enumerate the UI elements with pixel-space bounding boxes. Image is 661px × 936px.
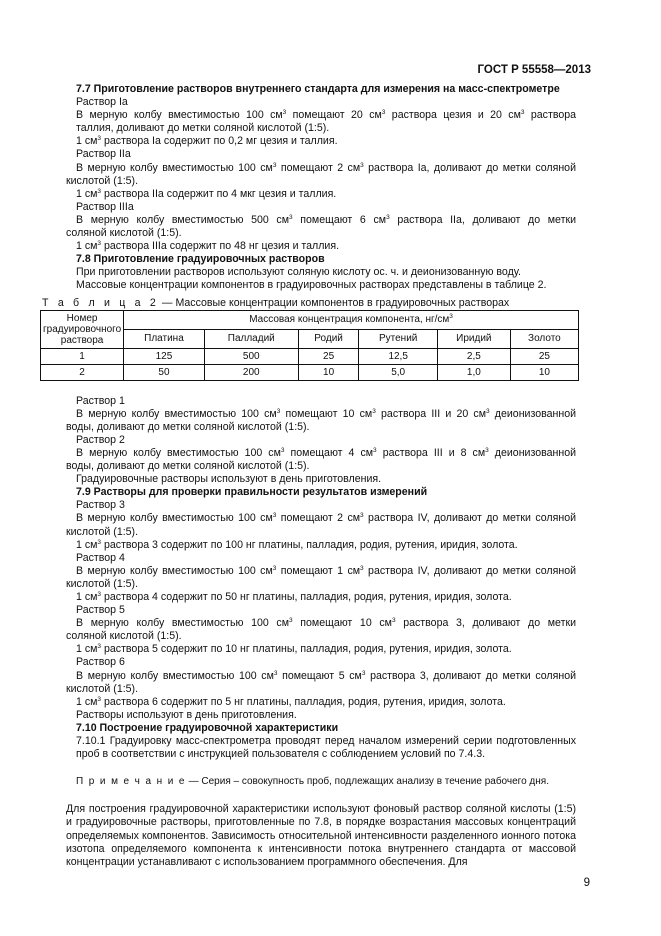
- section-7-10-heading: 7.10 Построение градуировочной характеристики: [76, 721, 339, 734]
- table-2: [40, 310, 579, 381]
- table-header-element: Палладий: [204, 329, 298, 348]
- grad-usage-note: Градуировочные растворы используют в день приготовления.: [76, 473, 382, 486]
- table-cell: 12,5: [359, 348, 437, 364]
- table-cell: 2: [41, 364, 124, 380]
- solution-4-label: Раствор 4: [76, 551, 125, 564]
- solution-1-label: Раствор 1: [76, 394, 125, 407]
- table-cell: 50: [124, 364, 205, 380]
- table-cell: 25: [298, 348, 359, 364]
- solution-5-text-cont: соляной кислотой (1:5).: [66, 630, 182, 643]
- table-cell: 1,0: [437, 364, 510, 380]
- table-cell: 125: [124, 348, 205, 364]
- table-2-caption: Т а б л и ц а 2 — Массовые концентрации компонентов в градуировочных растворах: [42, 296, 510, 309]
- solution-4-content: 1 $см^3$ раствора 4 содержит по 50 нг платины, палладия, родия, рутения, иридия, золота.: [76, 591, 512, 603]
- table-header-element: Золото: [510, 329, 578, 348]
- solution-ia-content: 1 $см^3$ раствора Ia содержит по 0,2 мг цезия и таллия.: [76, 135, 338, 148]
- table-row: [41, 364, 579, 380]
- table-header-element: Платина: [124, 329, 205, 348]
- solution-4-text: В мерную колбу вместимостью 100 $см^3$ помещают 1 $см^3$ раствора IV, доливают до метки соляной: [76, 564, 577, 577]
- solution-1-text: В мерную колбу вместимостью 100 $см^3$ помещают 10 $см^3$ раствора III и 20 $см^3$ деионизованной: [76, 407, 577, 420]
- table-cell: 500: [204, 348, 298, 364]
- table-cell: 10: [298, 364, 359, 380]
- table-cell: 1: [41, 348, 124, 364]
- table-header-element: Иридий: [437, 329, 510, 348]
- solution-iiia-text: В мерную колбу вместимостью 500 $см^3$ помещают 6 $см^3$ раствора IIa, доливают до метки: [76, 213, 576, 226]
- page-number: 9: [583, 877, 590, 889]
- solution-3-label: Раствор 3: [76, 499, 125, 512]
- solution-iia-text-cont: кислотой (1:5).: [66, 174, 139, 187]
- solution-6-label: Раствор 6: [76, 656, 125, 669]
- page-content: [42, 83, 577, 869]
- solution-iiia-label: Раствор IIIa: [76, 200, 134, 213]
- solution-iia-label: Раствор IIa: [76, 148, 131, 161]
- table-cell: 25: [510, 348, 578, 364]
- solution-6-content: 1 $см^3$ раствора 6 содержит по 5 нг платины, палладия, родия, рутения, иридия, золота.: [76, 695, 506, 708]
- solution-iiia-content: 1 $см^3$ раствора IIIa содержит по 48 нг цезия и таллия.: [76, 240, 340, 253]
- solution-3-text-cont: кислотой (1:5).: [66, 525, 139, 538]
- solution-3-content: 1 $см^3$ раствора 3 содержит по 100 нг платины, палладия, родия, рутения, иридия, золота.: [76, 538, 518, 551]
- check-usage-note: Растворы используют в день приготовления.: [76, 708, 297, 721]
- solution-ia-text: В мерную колбу вместимостью 100 $см^3$ помещают 20 $см^3$ раствора цезия и 20 $см^3$ раствора: [76, 109, 577, 122]
- table-header-number: Номер градуировочного раствора: [41, 310, 124, 348]
- solution-5-label: Раствор 5: [76, 604, 125, 617]
- section-7-8-line1: При приготовлении растворов используют соляную кислоту ос. ч. и деионизованную воду.: [76, 266, 521, 279]
- solution-ia-text-cont: таллия, доливают до метки соляной кислотой (1:5).: [76, 122, 330, 135]
- note: П р и м е ч а н и е — Серия – совокупность проб, подлежащих анализу в течение рабочего дня.: [76, 776, 549, 788]
- section-7-8-line2: Массовые концентрации компонентов в градуировочных растворах представлены в таблице 2.: [76, 279, 547, 292]
- section-7-10-para: Для построения градуировочной характеристики используют фоновый раствор соляной кислоты (1:5) и градуировочные растворы, приготовленные по 7.8, в порядке возрастания массовых концентраций определяемых компонентов. Зависимость относительной интенсивности разделенного ионного потока изотопа определяемого компонента к интенсивности потока внутреннего стандарта от массовой концентрации устанавливают с использованием программного обеспечения. Для: [66, 803, 576, 868]
- solution-3-text: В мерную колбу вместимостью 100 $см^3$ помещают 2 $см^3$ раствора IV, доливают до метки соляной: [76, 512, 577, 525]
- table-cell: 10: [510, 364, 578, 380]
- section-7-8-heading: 7.8 Приготовление градуировочных растворов: [76, 253, 325, 266]
- table-cell: 5,0: [359, 364, 437, 380]
- solution-ia-label: Раствор Ia: [76, 96, 128, 109]
- section-7-9-heading: 7.9 Растворы для проверки правильности результатов измерений: [76, 486, 428, 499]
- solution-5-text: В мерную колбу вместимостью 100 $см^3$ помещают 10 $см^3$ раствора 3, доливают до метки: [76, 617, 577, 630]
- solution-2-label: Раствор 2: [76, 433, 125, 446]
- solution-iia-content: 1 $см^3$ раствора IIa содержит по 4 мкг цезия и таллия.: [76, 187, 337, 200]
- table-header-element: Родий: [298, 329, 359, 348]
- table-header-group: Массовая концентрация компонента, $нг/см^3$: [124, 310, 579, 329]
- solution-2-text: В мерную колбу вместимостью 100 $см^3$ помещают 4 $см^3$ раствора III и 8 $см^3$ деионизованной: [76, 446, 576, 459]
- solution-iia-text: В мерную колбу вместимостью 100 $см^3$ помещают 2 $см^3$ раствора Ia, доливают до метки соляной: [76, 161, 576, 174]
- solution-iiia-text-cont: соляной кислотой (1:5).: [66, 227, 182, 240]
- table-header-element: Рутений: [359, 329, 437, 348]
- table-cell: 2,5: [437, 348, 510, 364]
- standard-header: ГОСТ Р 55558—2013: [477, 64, 591, 76]
- solution-6-text-cont: кислотой (1:5).: [66, 682, 139, 695]
- solution-1-text-cont: воды, доливают до метки соляной кислотой (1:5).: [66, 420, 310, 433]
- solution-4-text-cont: кислотой (1:5).: [66, 577, 139, 590]
- table-cell: 200: [204, 364, 298, 380]
- solution-2-text-cont: воды, доливают до метки соляной кислотой (1:5).: [66, 460, 310, 473]
- table-row: [41, 348, 579, 364]
- solution-6-text: В мерную колбу вместимостью 100 $см^3$ помещают 5 $см^3$ раствора 3, доливают до метки соляной: [76, 669, 577, 682]
- solution-5-content: 1 $см^3$ раствора 5 содержит по 10 нг платины, палладия, родия, рутения, иридия, золота.: [76, 643, 512, 656]
- section-7-10-1-text: 7.10.1 Градуировку масс-спектрометра проводят перед началом измерений серии подготовленных проб в соответствии с инструкцией пользователя с соблюдением условий по 7.4.3.: [76, 735, 576, 761]
- section-7-7-heading: 7.7 Приготовление растворов внутреннего стандарта для измерения на масс-спектрометре: [76, 83, 560, 95]
